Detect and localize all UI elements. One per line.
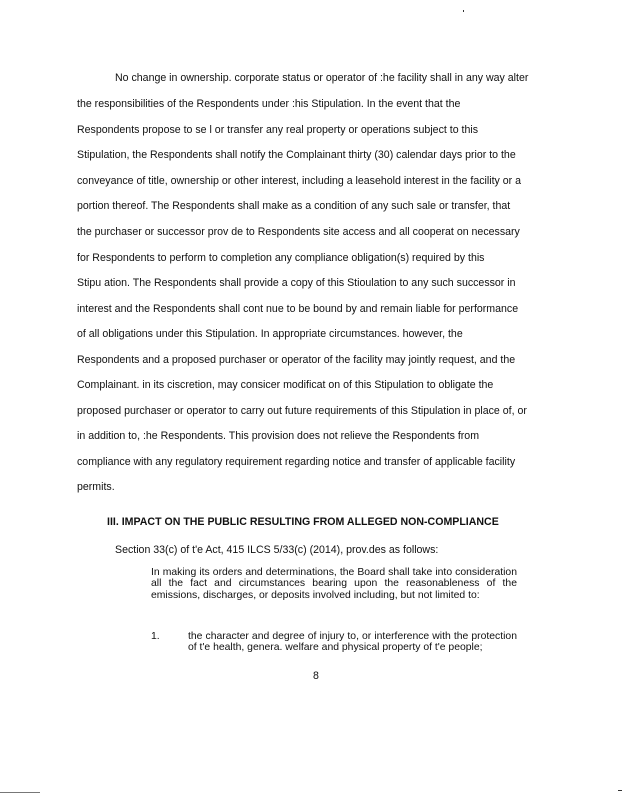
block-quote: In making its orders and determinations, the Board shall take into consideration all the fact and circumstances bearing upon the reasonableness of the emissions, discharges, or deposits involved including, but not limited to: (151, 567, 517, 601)
scan-speck (463, 10, 464, 12)
section-intro: Section 33(c) of t'e Act, 415 ILCS 5/33(c) (2014), prov.des as follows: (115, 544, 439, 556)
section-heading: III. IMPACT ON THE PUBLIC RESULTING FROM ALLEGED NON-COMPLIANCE (107, 516, 499, 528)
paragraph-line: in addition to, :he Respondents. This provision does not relieve the Respondents from (77, 430, 480, 442)
paragraph-line: proposed purchaser or operator to carry out future requirements of this Stipulation in place of, or (77, 405, 527, 417)
paragraph-line: Respondents and a proposed purchaser or operator of the facility may jointly request, and the (77, 354, 516, 366)
paragraph-line: compliance with any regulatory requirement regarding notice and transfer of applicable facility (77, 456, 516, 468)
paragraph-line: Stipu ation. The Respondents shall provide a copy of this Stioulation to any such successor in (77, 277, 516, 289)
paragraph-line: Respondents propose to se l or transfer any real property or operations subject to this (77, 124, 479, 136)
paragraph-line: Stipulation, the Respondents shall notify the Complainant thirty (30) calendar days prior to the (77, 149, 516, 161)
paragraph-line: No change in ownership. corporate status or operator of :he facility shall in any way alter (115, 72, 529, 84)
paragraph-line: Complainant. in its ciscretion, may consicer modificat on of this Stipulation to obligate the (77, 379, 494, 391)
list-item-text: the character and degree of injury to, or interference with the protection of t'e health, genera. welfare and physical property of t'e people; (188, 631, 517, 654)
page-number: 8 (313, 670, 319, 682)
paragraph-line: permits. (77, 481, 115, 493)
paragraph-line: conveyance of title, ownership or other interest, including a leasehold interest in the facility or a (77, 175, 522, 187)
paragraph-line: the responsibilities of the Respondents under :his Stipulation. In the event that the (77, 98, 461, 110)
paragraph-line: of all obligations under this Stipulation. In appropriate circumstances. however, the (77, 328, 463, 340)
paragraph-line: the purchaser or successor prov de to Respondents site access and all cooperat on necessary (77, 226, 520, 238)
paragraph-line: for Respondents to perform to completion any compliance obligation(s) required by this (77, 252, 485, 264)
paragraph-line: portion thereof. The Respondents shall make as a condition of any such sale or transfer, that (77, 200, 511, 212)
paragraph-line: interest and the Respondents shall cont nue to be bound by and remain liable for performance (77, 303, 519, 315)
list-item-number: 1. (151, 631, 160, 642)
scan-edge (0, 792, 40, 793)
scan-speck (618, 790, 622, 791)
